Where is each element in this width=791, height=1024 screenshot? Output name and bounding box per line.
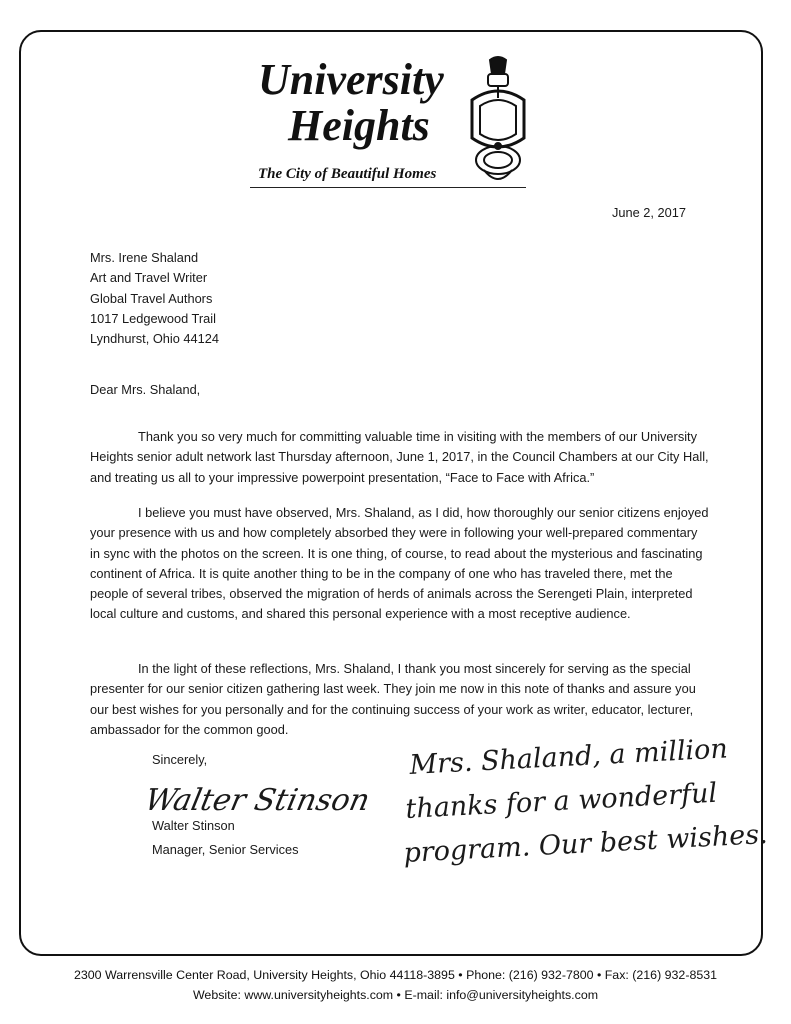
recipient-line: Global Travel Authors [90, 290, 213, 306]
svg-text:Walter Stinson: Walter Stinson [141, 783, 373, 818]
handnote-line-3: program. Our best wishes. [402, 818, 769, 869]
city-logo [250, 50, 540, 200]
signer-name: Walter Stinson [152, 818, 235, 833]
handwritten-note [402, 733, 769, 876]
handnote-line-1: Mrs. Shaland, a million [408, 733, 729, 781]
body-paragraph-1: Thank you so very much for committing valuable time in visiting with the members of our University Heights senior adult network last Thursday afternoon, June 1, 2017, in the Council Chambers at our City Hall, and treating us all to your impressive powerpoint presentation, “Face to Face with Africa.” [90, 429, 709, 485]
letter-date: June 2, 2017 [612, 205, 687, 220]
logo-tagline: The City of Beautiful Homes [258, 166, 437, 182]
salutation: Dear Mrs. Shaland, [90, 382, 201, 397]
recipient-line: 1017 Ledgewood Trail [90, 310, 216, 326]
recipient-line: Mrs. Irene Shaland [90, 250, 199, 265]
letterhead-rule [250, 187, 526, 188]
handnote-line-2: thanks for a wonderful [404, 777, 718, 825]
recipient-address [90, 248, 219, 349]
body-paragraph-3: In the light of these reflections, Mrs. Shaland, I thank you most sincerely for serving as the special presenter for our senior citizen gathering last week. They join me now in this note of thanks and assure you our best wishes for you personally and for the continuing success of your work as writer, educator, lecturer, ambassador for the common good. [90, 661, 696, 737]
door-knocker-icon [472, 57, 524, 179]
closing: Sincerely, [152, 752, 208, 767]
body-paragraph-2: I believe you must have observed, Mrs. Shaland, as I did, how thoroughly our senior citizens enjoyed your presence with us and how completely absorbed they were in following your well-prepared commentary in sync with the photos on the screen. It is one thing, of course, to read about the mysterious and fascinating continent of Africa. It is quite another thing to be in the company of one who has traveled there, met the people of several tribes, observed the migration of herds of animals across the Serengeti Plain, interpreted local culture and customs, and shared this personal experience with a most receptive audience. [90, 505, 709, 622]
signer-title: Manager, Senior Services [152, 842, 299, 857]
footer-web-line: Website: www.universityheights.com • E-mail: info@universityheights.com [192, 988, 599, 1002]
footer [0, 965, 791, 1005]
recipient-line: Art and Travel Writer [90, 270, 208, 286]
logo-line-1: University [258, 55, 444, 104]
footer-contact-line: 2300 Warrensville Center Road, University Heights, Ohio 44118-3895 • Phone: (216) 932-7800 • Fax: (216) 932-8531 [73, 968, 718, 982]
logo-line-2: Heights [288, 101, 430, 150]
recipient-line: Lyndhurst, Ohio 44124 [90, 331, 220, 347]
